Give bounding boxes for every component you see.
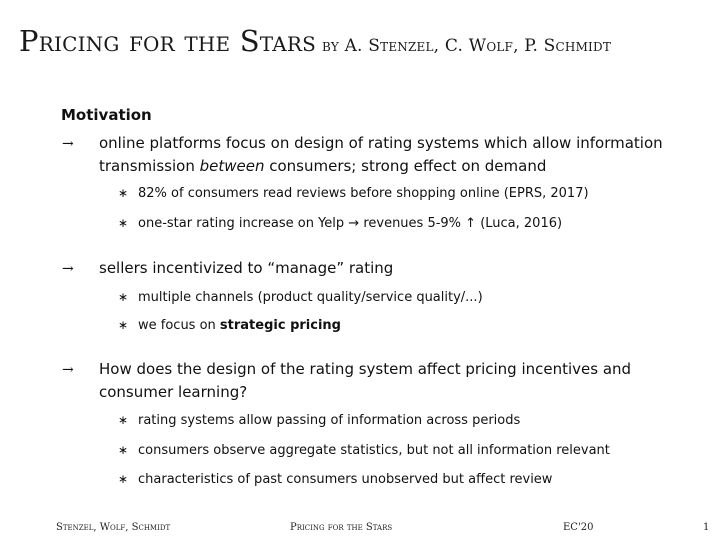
emphasis-between: between: [199, 157, 265, 175]
subpoint-2-2: ∗ we focus on strategic pricing: [118, 315, 341, 336]
footer-authors: Stenzel, Wolf, Schmidt: [56, 522, 171, 533]
subpoint-2-1: ∗ multiple channels (product quality/service quality/...): [118, 287, 483, 308]
asterisk-icon: ∗: [118, 472, 129, 486]
footer-page-number: 1: [703, 522, 710, 533]
point-1-line1: online platforms focus on design of rating systems which allow information: [99, 134, 663, 152]
subpoint-1-2: ∗ one-star rating increase on Yelp → revenues 5-9% ↑ (Luca, 2016): [118, 213, 562, 234]
footer-title: Pricing for the Stars: [290, 522, 393, 533]
asterisk-icon: ∗: [118, 318, 129, 332]
point-2: [62, 257, 393, 281]
point-1: [62, 132, 663, 156]
slide-title: [19, 24, 611, 58]
point-2-line1: sellers incentivized to “manage” rating: [99, 259, 394, 277]
subpoint-3-3: ∗ characteristics of past consumers unobserved but affect review: [118, 469, 552, 490]
asterisk-icon: ∗: [118, 413, 129, 427]
asterisk-icon: ∗: [118, 186, 129, 200]
subpoint-3-1: ∗ rating systems allow passing of information across periods: [118, 410, 520, 431]
title-byline: by A. Stenzel, C. Wolf, P. Schmidt: [322, 36, 612, 56]
asterisk-icon: ∗: [118, 290, 129, 304]
asterisk-icon: ∗: [118, 443, 129, 457]
subpoint-3-2: ∗ consumers observe aggregate statistics, but not all information relevant: [118, 440, 610, 461]
point-3: [62, 358, 631, 382]
arrow-icon: →: [62, 362, 74, 378]
point-3-line1: How does the design of the rating system affect pricing incentives and: [99, 360, 632, 378]
arrow-icon: →: [62, 136, 74, 152]
point-1-line2: transmission between consumers; strong effect on demand: [99, 157, 547, 175]
footer-venue: EC'20: [563, 522, 594, 533]
point-3-line2: consumer learning?: [99, 383, 248, 401]
section-heading: Motivation: [61, 106, 152, 124]
subpoint-1-1: ∗ 82% of consumers read reviews before shopping online (EPRS, 2017): [118, 183, 589, 204]
title-main: Pricing for the Stars: [19, 24, 317, 58]
asterisk-icon: ∗: [118, 216, 129, 230]
emphasis-strategic-pricing: strategic pricing: [219, 318, 341, 333]
arrow-icon: →: [62, 261, 74, 277]
